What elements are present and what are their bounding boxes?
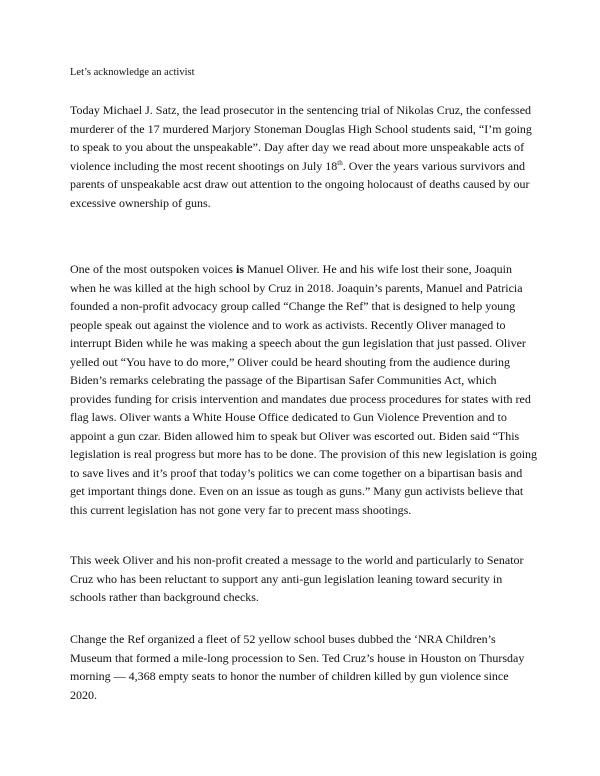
- text-line: 2020.: [70, 687, 97, 702]
- text-line: people speak out against the violence and to work as activists. Recently Oliver managed to: [70, 317, 506, 332]
- text-line: murderer of the 17 murdered Marjory Stoneman Douglas High School students said, “I’m going: [70, 121, 532, 136]
- bold-word: is: [235, 262, 244, 276]
- paragraph-2: [70, 260, 540, 519]
- paragraph-1: [70, 101, 540, 212]
- text-line: to save lives and it’s proof that today’s politics we can come together on a bipartisan basis and: [70, 465, 523, 480]
- text-line: interrupt Biden while he was making a speech about the gun legislation that just passed. Oliver: [70, 336, 526, 350]
- text-line: flag laws. Oliver wants a White House Office dedicated to Gun Violence Prevention and to: [70, 410, 507, 424]
- text-line: Biden’s remarks celebrating the passage of the Bipartisan Safer Communities Act, which: [70, 373, 497, 387]
- paragraph-4: [70, 630, 540, 704]
- text-line: [70, 260, 540, 279]
- text-line: This week Oliver and his non-profit created a message to the world and particularly to Senator: [70, 553, 524, 567]
- document-title: Let’s acknowledge an activist: [70, 67, 195, 78]
- text-run: One of the most outspoken voices: [70, 262, 236, 276]
- text-line: appoint a gun czar. Biden allowed him to speak but Oliver was escorted out. Biden said “This: [70, 428, 520, 443]
- text-line: legislation is real progress but more has to be done. The provision of this new legislation is going: [70, 447, 538, 461]
- text-line: Museum that formed a mile-long procession to Sen. Ted Cruz’s house in Houston on Thursday: [70, 650, 525, 665]
- text-line: get important things done. Even on an issue as tough as guns.” Many gun activists believe that: [70, 484, 524, 498]
- text-line: this current legislation has not gone very far to precent mass shootings.: [70, 502, 412, 517]
- text-line: provides funding for crisis intervention and mandates due process procedures for states with red: [70, 391, 531, 406]
- text-run: Manuel Oliver. He and his wife lost their sone, Joaquin: [244, 262, 512, 276]
- text-line: Today Michael J. Satz, the lead prosecutor in the sentencing trial of Nikolas Cruz, the confessed: [70, 103, 532, 117]
- text-line: [70, 157, 540, 176]
- text-line: when he was killed at the high school by Cruz in 2018. Joaquin’s parents, Manuel and Patricia: [70, 280, 523, 295]
- text-line: morning — 4,368 empty seats to honor the number of children killed by gun violence since: [70, 669, 509, 683]
- text-line: parents of unspeakable acst draw out attention to the ongoing holocaust of deaths caused by our: [70, 177, 530, 191]
- text-line: to speak to you about the unspeakable”. Day after day we read about more unspeakable acts of: [70, 140, 525, 154]
- text-line: Cruz who has been reluctant to support any anti-gun legislation leaning toward security in: [70, 571, 503, 586]
- text-line: schools rather than background checks.: [70, 590, 259, 604]
- text-run: . Over the years various survivors and: [342, 158, 526, 173]
- text-line: founded a non-profit advocacy group called “Change the Ref” that is designed to help young: [70, 299, 516, 313]
- text-run: violence including the most recent shootings on July 18: [70, 158, 338, 173]
- text-line: excessive ownership of guns.: [70, 195, 211, 210]
- text-line: Change the Ref organized a fleet of 52 yellow school buses dubbed the ‘NRA Children’s: [70, 632, 496, 646]
- text-line: yelled out “You have to do more,” Oliver could be heard shouting from the audience during: [70, 354, 510, 369]
- paragraph-3: [70, 551, 540, 607]
- ordinal-suffix: th: [337, 158, 343, 167]
